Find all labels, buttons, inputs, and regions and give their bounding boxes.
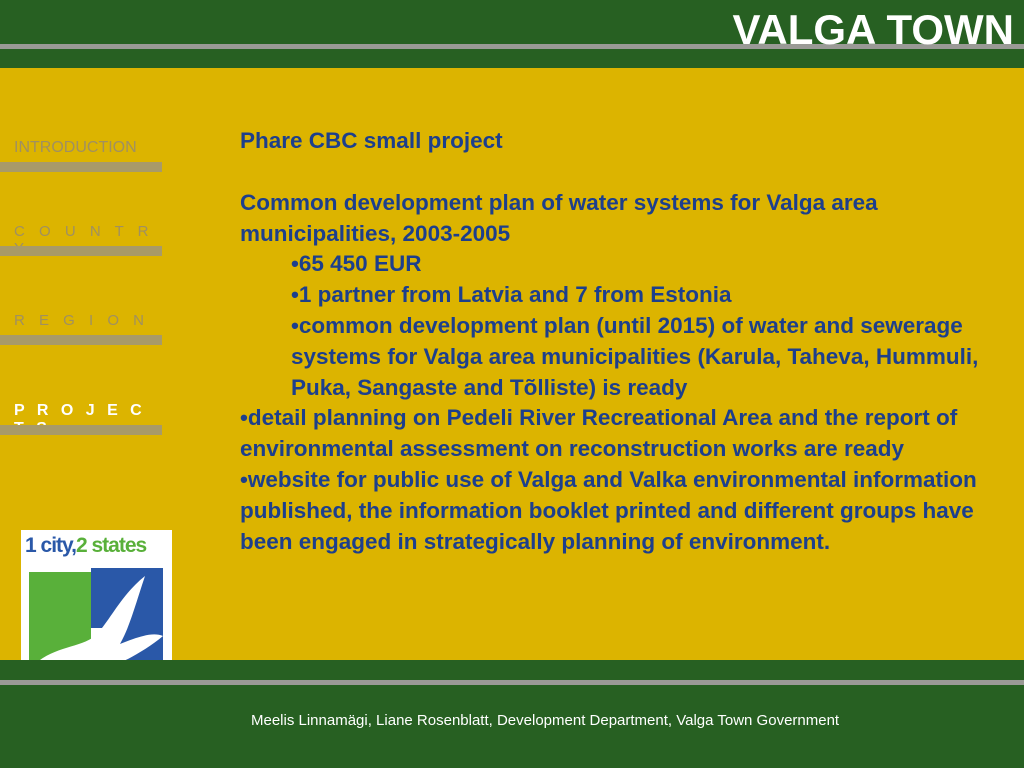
sub-bullet: •common development plan (until 2015) of water and sewerage systems for Valga area municipalities (Karula, Taheva, Hummuli, Puka, Sangaste and Tõlliste) is ready bbox=[291, 312, 979, 400]
nav-divider bbox=[0, 335, 162, 345]
nav-label-introduction: INTRODUCTION bbox=[14, 139, 137, 156]
footer-credit: Meelis Linnamägi, Liane Rosenblatt, Development Department, Valga Town Government bbox=[251, 712, 840, 729]
sub-bullet: •65 450 EUR bbox=[291, 251, 422, 277]
footer-stripe bbox=[0, 680, 1024, 685]
nav-label-projects: P R O J E C bbox=[14, 402, 146, 419]
content-heading: Phare CBC small project bbox=[240, 128, 503, 153]
bullet: •website for public use of Valga and Valka environmental information published, the information booklet printed and different groups have been engaged in strategically planning of environment. bbox=[240, 466, 977, 554]
content-subheading: Common development plan of water systems for Valga area municipalities, 2003-2005 bbox=[240, 189, 878, 246]
content-body bbox=[240, 126, 980, 557]
nav-label-region: R E G I O N bbox=[14, 312, 150, 329]
sub-bullet: •1 partner from Latvia and 7 from Estonia bbox=[291, 282, 732, 308]
logo-slogan: 1 city,2 states bbox=[25, 534, 147, 557]
nav-divider bbox=[0, 246, 162, 256]
bullet: •detail planning on Pedeli River Recreational Area and the report of environmental assessment on reconstruction works are ready bbox=[240, 405, 958, 462]
nav-divider bbox=[0, 425, 162, 435]
page-title: VALGA TOWN bbox=[732, 6, 1014, 53]
nav-label-country: C O U N T R bbox=[14, 223, 154, 240]
nav-divider bbox=[0, 162, 162, 172]
